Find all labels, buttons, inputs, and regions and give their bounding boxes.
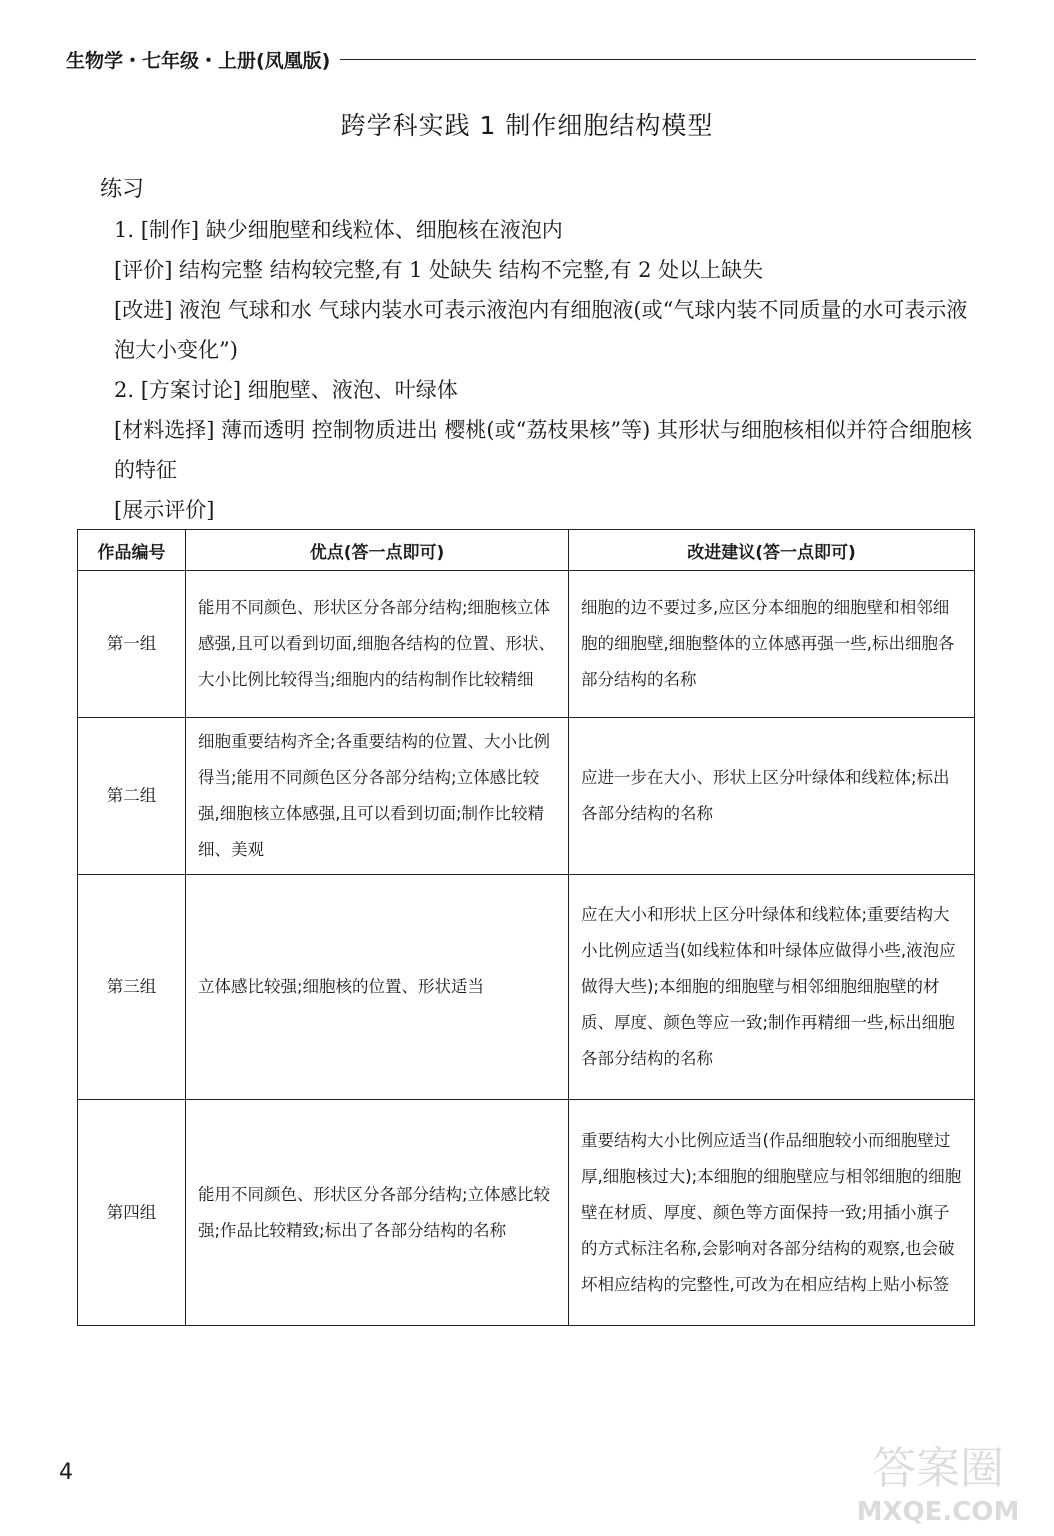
answer-content — [114, 210, 974, 530]
suggestion-cell: 重要结构大小比例应适当(作品细胞较小而细胞壁过厚,细胞核过大);本细胞的细胞壁应与相邻细胞的细胞壁在材质、厚度、颜色等方面保持一致;用插小旗子的方式标注名称,会影响对各部分结构的观察,也会破坏相应结构的完整性,可改为在相应结构上贴小标签 — [569, 1100, 975, 1326]
answer-paragraph: 2. [方案讨论] 细胞壁、液泡、叶绿体 — [114, 378, 458, 402]
suggestion-cell: 应进一步在大小、形状上区分叶绿体和线粒体;标出各部分结构的名称 — [569, 718, 975, 875]
table-row — [78, 1100, 975, 1326]
watermark-url: MXQE.COM — [856, 1497, 1020, 1527]
answer-paragraph: [展示评价] — [114, 498, 215, 522]
column-header: 优点(答一点即可) — [186, 530, 569, 571]
watermark-logo — [838, 1438, 1038, 1528]
book-title: 生物学・七年级・上册(凤凰版) — [66, 49, 331, 72]
answer-paragraph: 1. [制作] 缺少细胞壁和线粒体、细胞核在液泡内 — [114, 218, 563, 242]
group-cell: 第二组 — [78, 718, 186, 875]
header-rule — [340, 59, 976, 60]
pros-cell: 立体感比较强;细胞核的位置、形状适当 — [186, 875, 569, 1100]
page-header — [66, 44, 976, 74]
suggestion-cell: 应在大小和形状上区分叶绿体和线粒体;重要结构大小比例应适当(如线粒体和叶绿体应做得小些,液泡应做得大些);本细胞的细胞壁与相邻细胞细胞壁的材质、厚度、颜色等应一致;制作再精细一些,标出细胞各部分结构的名称 — [569, 875, 975, 1100]
answer-paragraph: [评价] 结构完整 结构较完整,有 1 处缺失 结构不完整,有 2 处以上缺失 — [114, 258, 764, 282]
pros-cell: 能用不同颜色、形状区分各部分结构;细胞核立体感强,且可以看到切面,细胞各结构的位置、形状、大小比例比较得当;细胞内的结构制作比较精细 — [186, 571, 569, 718]
answer-paragraph: [改进] 液泡 气球和水 气球内装水可表示液泡内有细胞液(或“气球内装不同质量的水可表示液泡大小变化”) — [114, 298, 968, 362]
answer-paragraph: [材料选择] 薄而透明 控制物质进出 樱桃(或“荔枝果核”等) 其形状与细胞核相似并符合细胞核的特征 — [114, 418, 972, 482]
table-row — [78, 718, 975, 875]
evaluation-table — [77, 529, 975, 1326]
table-header-row — [78, 530, 975, 571]
column-header: 作品编号 — [78, 530, 186, 571]
column-header: 改进建议(答一点即可) — [569, 530, 975, 571]
watermark-title: 答案圈 — [872, 1443, 1004, 1494]
pros-cell: 能用不同颜色、形状区分各部分结构;立体感比较强;作品比较精致;标出了各部分结构的名称 — [186, 1100, 569, 1326]
suggestion-cell: 细胞的边不要过多,应区分本细胞的细胞壁和相邻细胞的细胞壁,细胞整体的立体感再强一些,标出细胞各部分结构的名称 — [569, 571, 975, 718]
section-label: 练习 — [100, 177, 145, 202]
table-row — [78, 571, 975, 718]
pros-cell: 细胞重要结构齐全;各重要结构的位置、大小比例得当;能用不同颜色区分各部分结构;立体感比较强,细胞核立体感强,且可以看到切面;制作比较精细、美观 — [186, 718, 569, 875]
page-number: 4 — [59, 1460, 73, 1485]
group-cell: 第四组 — [78, 1100, 186, 1326]
group-cell: 第三组 — [78, 875, 186, 1100]
table-row — [78, 875, 975, 1100]
group-cell: 第一组 — [78, 571, 186, 718]
page-title: 跨学科实践 1 制作细胞结构模型 — [340, 111, 714, 140]
